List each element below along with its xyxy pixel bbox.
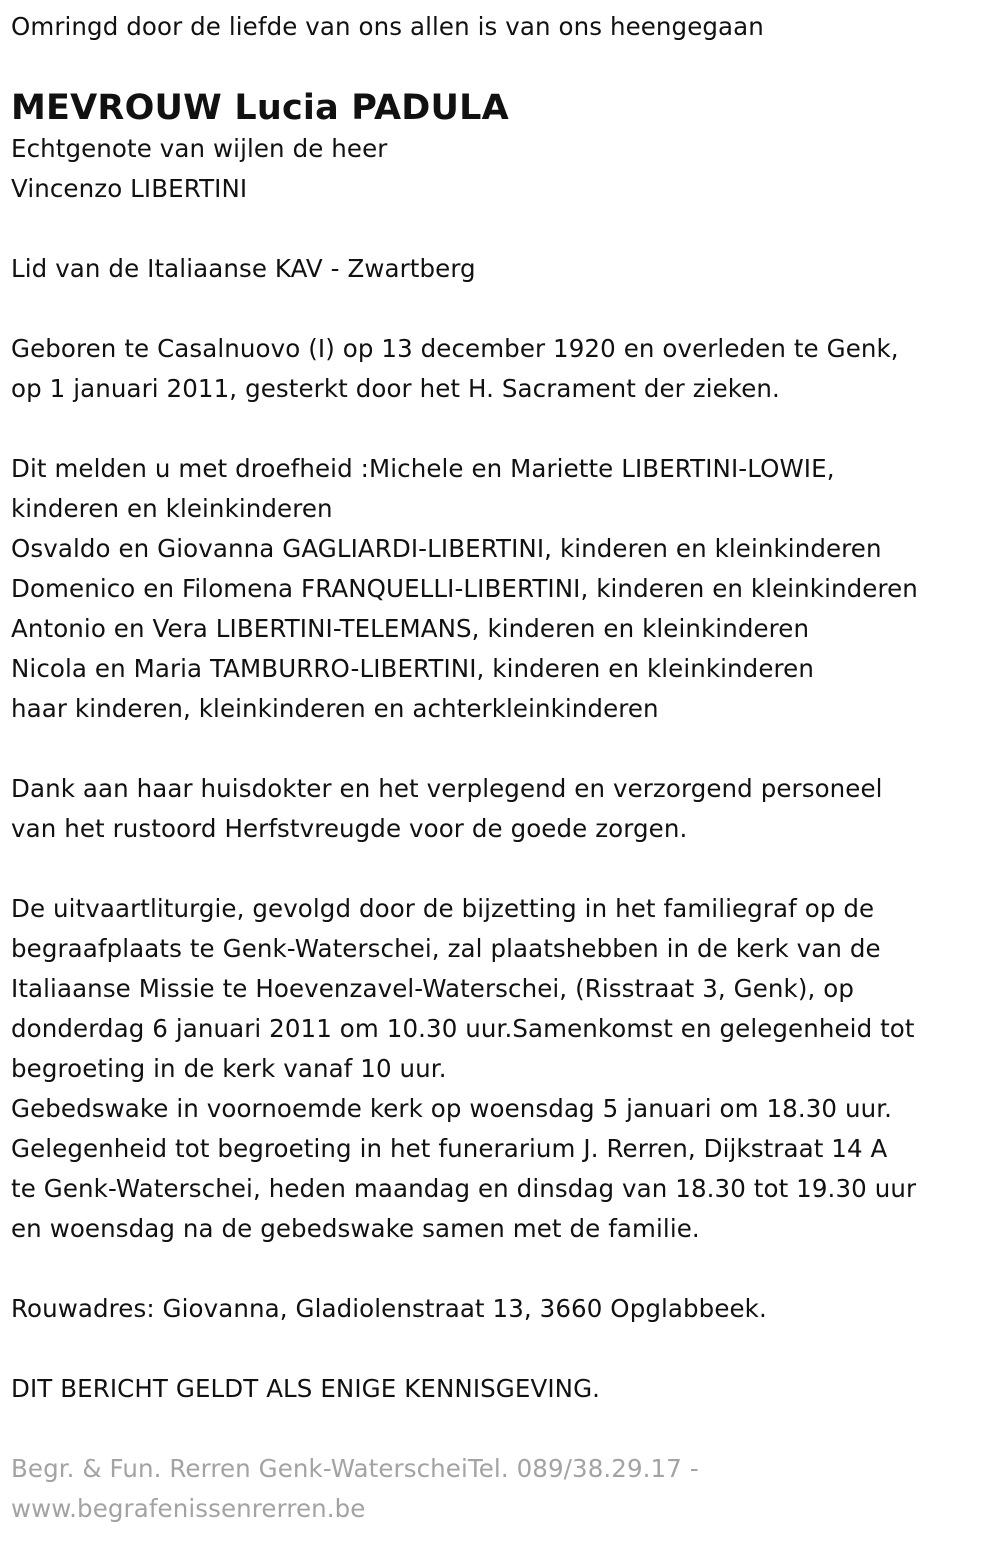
spacer — [11, 1409, 991, 1449]
spacer — [11, 1249, 991, 1289]
funeral-line: donderdag 6 januari 2011 om 10.30 uur.Samenkomst en gelegenheid tot — [11, 1014, 915, 1043]
mourning-address: Rouwadres: Giovanna, Gladiolenstraat 13, 3660 Opglabbeek. — [11, 1294, 767, 1323]
family-block — [11, 449, 991, 729]
footer-line: Begr. & Fun. Rerren Genk-WaterscheiTel. 089/38.29.17 - — [11, 1454, 699, 1483]
family-line: Dit melden u met droefheid :Michele en Mariette LIBERTINI-LOWIE, — [11, 454, 835, 483]
notice-text: DIT BERICHT GELDT ALS ENIGE KENNISGEVING. — [11, 1374, 601, 1403]
spouse-block — [11, 129, 991, 209]
spouse-line: Vincenzo LIBERTINI — [11, 174, 248, 203]
birth-death-line: Geboren te Casalnuovo (I) op 13 december 1920 en overleden te Genk, — [11, 334, 899, 363]
funeral-line: te Genk-Waterschei, heden maandag en dinsdag van 18.30 tot 19.30 uur — [11, 1174, 917, 1203]
funeral-line: begraafplaats te Genk-Waterschei, zal plaatshebben in de kerk van de — [11, 934, 881, 963]
obituary-notice — [11, 7, 991, 1529]
footer-website: www.begrafenissenrerren.be — [11, 1494, 366, 1523]
thanks-line: Dank aan haar huisdokter en het verplegend en verzorgend personeel — [11, 774, 883, 803]
spacer — [11, 1329, 991, 1369]
spacer — [11, 409, 991, 449]
funeral-line: Italiaanse Missie te Hoevenzavel-Waterschei, (Risstraat 3, Genk), op — [11, 974, 855, 1003]
family-line: haar kinderen, kleinkinderen en achterkleinkinderen — [11, 694, 659, 723]
intro-text: Omringd door de liefde van ons allen is van ons heengegaan — [11, 12, 764, 41]
spacer — [11, 849, 991, 889]
thanks-line: van het rustoord Herfstvreugde voor de goede zorgen. — [11, 814, 688, 843]
membership-text: Lid van de Italiaanse KAV - Zwartberg — [11, 254, 476, 283]
funeral-home-footer — [11, 1449, 991, 1529]
family-line: Osvaldo en Giovanna GAGLIARDI-LIBERTINI, kinderen en kleinkinderen — [11, 534, 882, 563]
spouse-line: Echtgenote van wijlen de heer — [11, 134, 388, 163]
family-line: Domenico en Filomena FRANQUELLI-LIBERTINI, kinderen en kleinkinderen — [11, 574, 918, 603]
funeral-block — [11, 889, 991, 1249]
spacer — [11, 729, 991, 769]
funeral-line: en woensdag na de gebedswake samen met de familie. — [11, 1214, 700, 1243]
spacer — [11, 289, 991, 329]
family-line: Nicola en Maria TAMBURRO-LIBERTINI, kinderen en kleinkinderen — [11, 654, 814, 683]
funeral-line: Gelegenheid tot begroeting in het funerarium J. Rerren, Dijkstraat 14 A — [11, 1134, 888, 1163]
birth-death-block — [11, 329, 991, 409]
family-line: kinderen en kleinkinderen — [11, 494, 333, 523]
birth-death-line: op 1 januari 2011, gesterkt door het H. Sacrament der zieken. — [11, 374, 780, 403]
funeral-line: begroeting in de kerk vanaf 10 uur. — [11, 1054, 447, 1083]
family-line: Antonio en Vera LIBERTINI-TELEMANS, kinderen en kleinkinderen — [11, 614, 810, 643]
thanks-block — [11, 769, 991, 849]
deceased-name: MEVROUW Lucia PADULA — [11, 88, 509, 128]
spacer — [11, 209, 991, 249]
funeral-line: Gebedswake in voornoemde kerk op woensdag 5 januari om 18.30 uur. — [11, 1094, 893, 1123]
funeral-line: De uitvaartliturgie, gevolgd door de bijzetting in het familiegraf op de — [11, 894, 875, 923]
